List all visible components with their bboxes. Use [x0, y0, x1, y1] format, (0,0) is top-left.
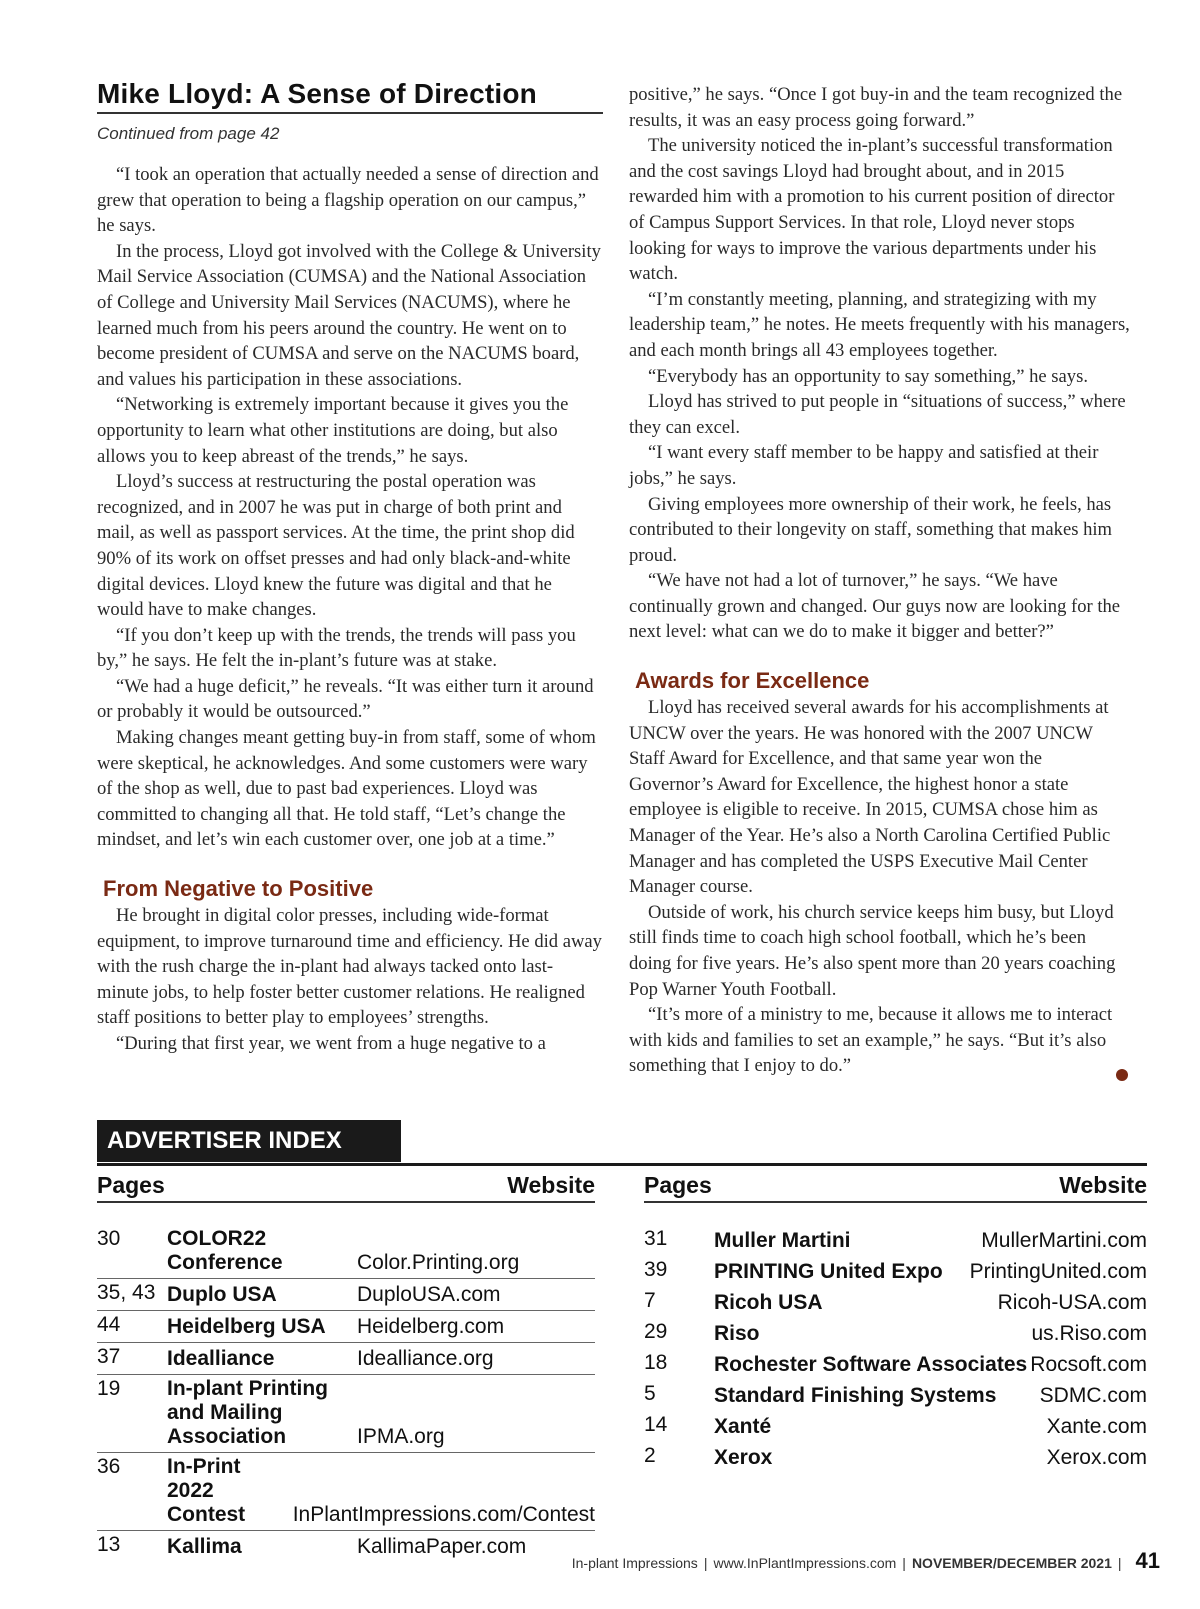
advertiser-row	[97, 1453, 595, 1531]
website-header: Website	[507, 1172, 595, 1198]
advertiser-website: PrintingUnited.com	[969, 1260, 1147, 1283]
advertiser-page: 35, 43	[97, 1281, 156, 1304]
advertiser-row	[644, 1287, 1147, 1318]
paragraph: “We have not had a lot of turnover,” he says. “We have continually grown and changed. Our guys now are looking for the next level: what can we do to make it bigger and better?”	[629, 570, 1121, 643]
advertiser-page: 39	[644, 1258, 668, 1281]
advertiser-website: Ricoh-USA.com	[997, 1291, 1147, 1314]
advertiser-name: Idealliance	[167, 1347, 275, 1370]
advertiser-row	[644, 1225, 1147, 1256]
article-right-column	[629, 82, 1131, 1079]
subhead-negative-to-positive: From Negative to Positive	[103, 876, 374, 902]
paragraph: “We had a huge deficit,” he reveals. “It was either turn it around or probably it would be outsourced.”	[97, 675, 594, 723]
advertiser-index-right	[644, 1172, 1147, 1473]
advertiser-website: DuploUSA.com	[357, 1283, 501, 1306]
advertiser-name: COLOR22 Conference	[167, 1227, 283, 1274]
advertiser-name: Xanté	[714, 1415, 772, 1438]
advertiser-website: MullerMartini.com	[981, 1229, 1147, 1252]
paragraph: He brought in digital color presses, including wide-format equipment, to improve turnaround time and efficiency. He did away with the rush charge the in-plant had always tacked onto last-minute jobs, to help foster better customer relations. He realigned staff positions to better play to employees’ strengths.	[97, 905, 602, 1029]
advertiser-page: 29	[644, 1320, 668, 1343]
advertiser-name: Riso	[714, 1322, 760, 1345]
paragraph: “If you don’t keep up with the trends, the trends will pass you by,” he says. He felt the in-plant’s future was at stake.	[97, 624, 576, 672]
advertiser-page: 14	[644, 1413, 668, 1436]
footer-issue: NOVEMBER/DECEMBER 2021	[911, 1555, 1112, 1571]
advertiser-website: Color.Printing.org	[357, 1251, 520, 1274]
index-rows-left	[97, 1225, 595, 1562]
advertiser-website: InPlantImpressions.com/Contest	[292, 1503, 595, 1526]
paragraph: “During that first year, we went from a huge negative to a	[116, 1033, 546, 1054]
advertiser-row	[97, 1531, 595, 1562]
end-of-article-dot-icon	[1116, 1069, 1128, 1081]
advertiser-row	[97, 1225, 595, 1279]
paragraph: Lloyd has received several awards for his accomplishments at UNCW over the years. He was honored with the 2007 UNCW Staff Award for Excellence, and that same year won the Governor’s Award for Excellence, the highest honor a state employee is eligible to receive. In 2015, CUMSA chose him as Manager of the Year. He’s also a North Carolina Certified Public Manager and has completed the USPS Executive Mail Center Manager course.	[629, 697, 1111, 898]
advertiser-row	[97, 1311, 595, 1343]
advertiser-page: 19	[97, 1377, 121, 1400]
paragraph: Outside of work, his church service keeps him busy, but Lloyd still finds time to coach high school football, which he’s been doing for five years. He’s also spent more than 20 years coaching Pop Warner Youth Football.	[629, 901, 1116, 1000]
advertiser-row	[644, 1411, 1147, 1442]
footer-website: www.InPlantImpressions.com	[713, 1555, 897, 1571]
advertiser-website: KallimaPaper.com	[357, 1535, 527, 1558]
advertiser-name: Ricoh USA	[714, 1291, 823, 1314]
paragraph-continuation: positive,” he says. “Once I got buy-in and the team recognized the results, it was an easy process going forward.”	[629, 84, 1123, 131]
advertiser-name: Rochester Software Associates	[714, 1353, 1028, 1376]
page-footer	[572, 1548, 1160, 1574]
advertiser-website: Heidelberg.com	[357, 1315, 505, 1338]
paragraph: Making changes meant getting buy-in from staff, some of whom were skeptical, he acknowledges. And some customers were wary of the shop as well, due to past bad experiences. Lloyd was committed to changing all that. He told staff, “Let’s change the mindset, and let’s win each customer over, one job at a time.”	[97, 727, 596, 851]
footer-separator: |	[1117, 1555, 1122, 1571]
paragraph: The university noticed the in-plant’s successful transformation and the cost savings Lloyd had brought about, and in 2015 rewarded him with a promotion to his current position of director of Campus Support Services. In that role, Lloyd never stops looking for ways to improve the various departments under his watch.	[629, 135, 1115, 285]
pages-header: Pages	[97, 1172, 165, 1198]
paragraph: “Networking is extremely important because it gives you the opportunity to learn what other institutions are doing, but also allows you to keep abreast of the trends,” he says.	[97, 394, 569, 467]
advertiser-name: Heidelberg USA	[167, 1315, 326, 1338]
advertiser-row	[644, 1442, 1147, 1473]
advertiser-website: Rocsoft.com	[1030, 1353, 1147, 1376]
paragraph: “It’s more of a ministry to me, because it allows me to interact with kids and families to set an example,” he says. “But it’s also something that I enjoy to do.”	[629, 1004, 1113, 1077]
paragraph: Giving employees more ownership of their work, he feels, has contributed to their longevity on staff, something that makes him proud.	[629, 493, 1113, 566]
advertiser-page: 7	[644, 1289, 656, 1312]
advertiser-page: 5	[644, 1382, 656, 1405]
advertiser-name: Muller Martini	[714, 1229, 851, 1252]
advertiser-index-rule	[97, 1163, 1147, 1166]
paragraph: Lloyd has strived to put people in “situations of success,” where they can excel.	[629, 391, 1126, 438]
advertiser-page: 44	[97, 1313, 121, 1336]
advertiser-name: Standard Finishing Systems	[714, 1384, 997, 1407]
advertiser-page: 30	[97, 1227, 121, 1250]
advertiser-page: 13	[97, 1533, 121, 1556]
advertiser-index-left	[97, 1172, 595, 1562]
subhead-awards-for-excellence: Awards for Excellence	[635, 668, 870, 694]
advertiser-row	[97, 1375, 595, 1453]
advertiser-page: 31	[644, 1227, 668, 1250]
advertiser-row	[644, 1318, 1147, 1349]
article-left-column	[97, 78, 603, 1057]
paragraph: In the process, Lloyd got involved with the College & University Mail Service Association (CUMSA) and the National Association of College and University Mail Services (NACUMS), where he learned much from his peers around the country. He went on to become president of CUMSA and serve on the NACUMS board, and values his participation in these associations.	[97, 240, 601, 390]
paragraph: “I want every staff member to be happy and satisfied at their jobs,” he says.	[629, 442, 1099, 489]
advertiser-row	[644, 1256, 1147, 1287]
index-rows-right	[644, 1225, 1147, 1473]
advertiser-name: Xerox	[714, 1446, 773, 1469]
advertiser-website: Idealliance.org	[357, 1347, 494, 1370]
footer-separator: |	[902, 1555, 906, 1571]
pages-header: Pages	[644, 1172, 712, 1198]
advertiser-website: IPMA.org	[357, 1425, 445, 1448]
paragraph: “I’m constantly meeting, planning, and strategizing with my leadership team,” he notes. He meets frequently with his managers, and each month brings all 43 employees together.	[629, 288, 1130, 361]
article-headline: Mike Lloyd: A Sense of Direction	[97, 78, 603, 114]
advertiser-website: SDMC.com	[1039, 1384, 1147, 1407]
advertiser-page: 2	[644, 1444, 656, 1467]
continued-note: Continued from page 42	[97, 124, 280, 143]
advertiser-page: 37	[97, 1345, 121, 1368]
advertiser-name: PRINTING United Expo	[714, 1260, 943, 1283]
advertiser-row	[644, 1380, 1147, 1411]
advertiser-website: Xerox.com	[1046, 1446, 1147, 1469]
footer-publication: In-plant Impressions	[571, 1555, 698, 1571]
index-header	[97, 1172, 595, 1203]
advertiser-index-title: ADVERTISER INDEX	[97, 1120, 401, 1162]
page-number: 41	[1135, 1548, 1160, 1573]
advertiser-row	[644, 1349, 1147, 1380]
paragraph: Lloyd’s success at restructuring the postal operation was recognized, and in 2007 he was put in charge of both print and mail, as well as passport services. At the time, the print shop did 90% of its work on offset presses and had only black-and-white digital devices. Lloyd knew the future was digital and that he would have to make changes.	[97, 471, 575, 621]
index-header	[644, 1172, 1147, 1203]
advertiser-page: 18	[644, 1351, 668, 1374]
advertiser-name: In-plant Printing and Mailing Association	[167, 1377, 328, 1448]
advertiser-name: Kallima	[167, 1535, 242, 1558]
advertiser-row	[97, 1279, 595, 1311]
paragraph: “Everybody has an opportunity to say something,” he says.	[648, 365, 1088, 387]
footer-separator: |	[703, 1555, 708, 1571]
advertiser-name: In-Print 2022 Contest	[167, 1455, 246, 1526]
advertiser-name: Duplo USA	[167, 1283, 277, 1306]
advertiser-row	[97, 1343, 595, 1375]
paragraph: “I took an operation that actually needed a sense of direction and grew that operation to being a flagship operation on our campus,” he says.	[97, 164, 599, 237]
advertiser-page: 36	[97, 1455, 121, 1478]
advertiser-website: us.Riso.com	[1031, 1322, 1147, 1345]
advertiser-website: Xante.com	[1046, 1415, 1147, 1438]
website-header: Website	[1059, 1172, 1147, 1198]
